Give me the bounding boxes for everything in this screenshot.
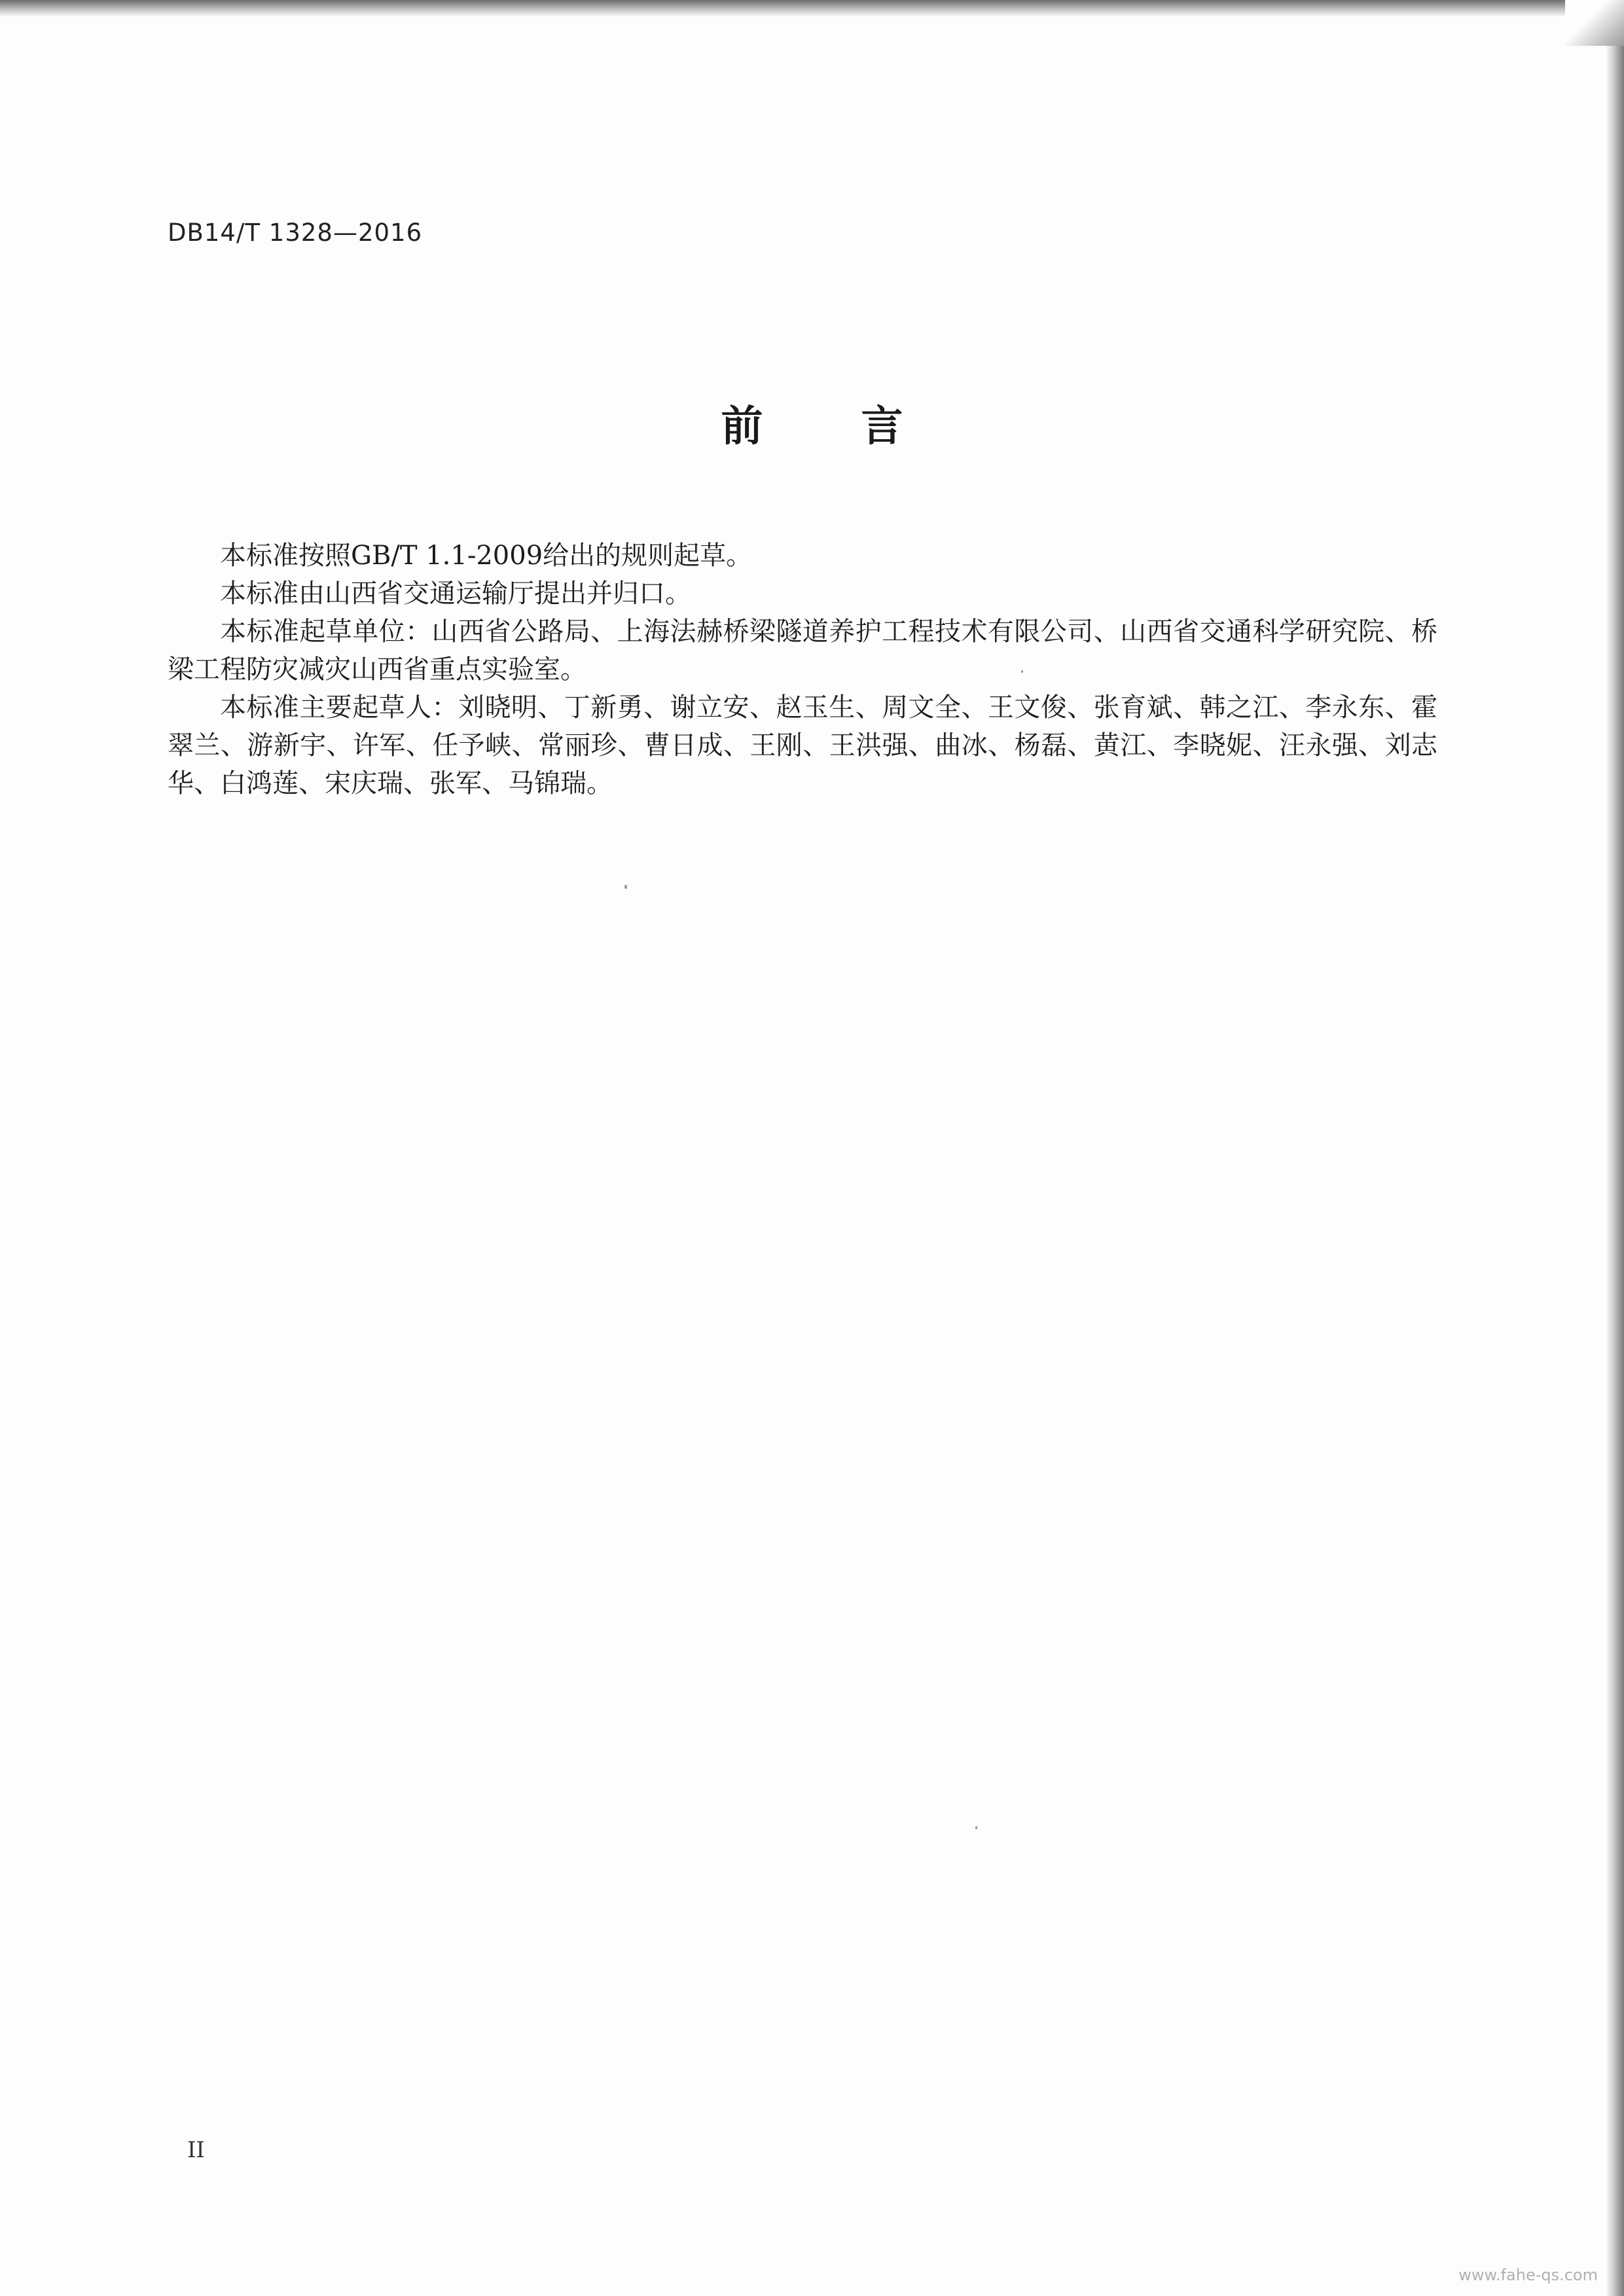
scan-speck [624, 885, 627, 889]
paragraph-drafters: 本标准主要起草人：刘晓明、丁新勇、谢立安、赵玉生、周文全、王文俊、张育斌、韩之江、李永东、霍翠兰、游新宇、许军、任予峡、常丽珍、曹日成、王刚、王洪强、曲冰、杨磊、黄江、李晓妮、汪永强、刘志华、白鸿莲、宋庆瑞、张军、马锦瑞。 [168, 692, 1437, 798]
page-title [0, 393, 1624, 453]
paragraph-proposer: 本标准由山西省交通运输厅提出并归口。 [220, 579, 691, 609]
title-char-1: 前 [721, 403, 763, 451]
scan-speck [975, 1826, 977, 1829]
foreword-body [168, 537, 1437, 802]
scan-edge-top [0, 0, 1624, 17]
scan-edge-right [1606, 0, 1624, 2296]
page-number: II [187, 2137, 205, 2163]
document-code: DB14/T 1328—2016 [168, 219, 423, 247]
paragraph-drafting-units: 本标准起草单位：山西省公路局、上海法赫桥梁隧道养护工程技术有限公司、山西省交通科学研究院、桥梁工程防灾减灾山西省重点实验室。 [168, 617, 1437, 685]
scan-speck [1021, 670, 1023, 673]
watermark: www.fahe-qs.com [1458, 2266, 1598, 2284]
paragraph-drafting-rules: 本标准按照GB/T 1.1-2009给出的规则起草。 [220, 541, 753, 571]
title-char-2: 言 [861, 403, 903, 451]
scan-corner [1565, 0, 1624, 46]
